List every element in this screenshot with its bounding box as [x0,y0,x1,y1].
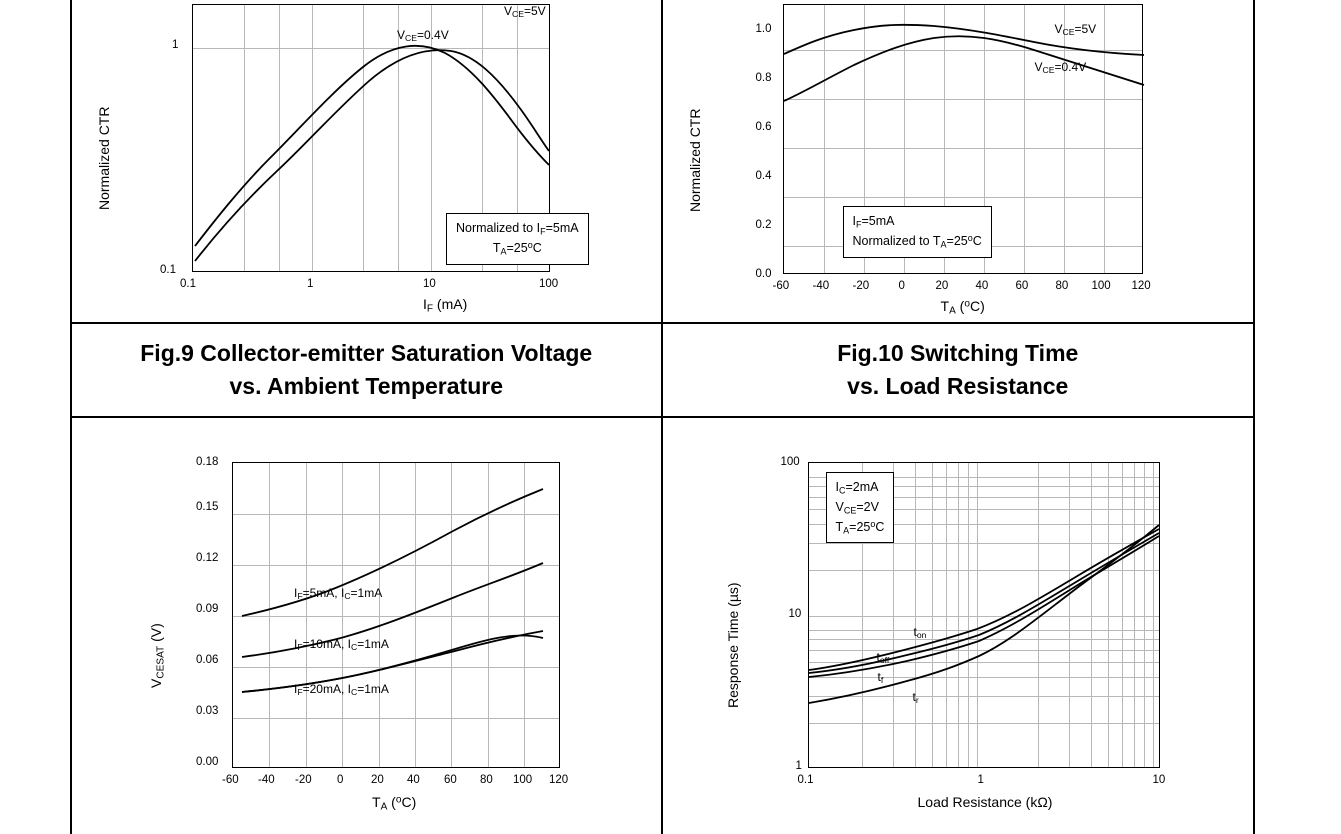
xtick-label: 100 [539,278,559,290]
y-axis-label: Response Time (µs) [724,582,741,708]
y-axis-label: $V_{CESAT}$ (V) [148,623,167,688]
curves [233,463,561,769]
ytick-label: 0.1 [160,264,176,276]
xtick-label: -40 [258,774,275,786]
ytick-label: 10 [788,608,802,620]
x-axis-label: Load Resistance (kΩ) [917,794,1053,810]
ytick-label: 0.18 [196,456,219,468]
charts-row-bottom [72,418,1253,834]
chart-cell-response-vs-rl [663,418,1254,834]
xtick-label: 40 [407,774,420,786]
xtick-label: 120 [1131,280,1151,292]
ytick-label: 0.00 [196,756,219,768]
caption-line-1: Fig.9 Collector-emitter Saturation Voltage [140,339,593,366]
curve-label-vce-5v: $V_{CE}=5V$ [504,4,546,20]
x-axis-label: $T_A$ ($^o$C) [372,794,417,813]
curve-label-vce-5v: $V_{CE}=5V$ [1054,22,1097,38]
xtick-label: 10 [423,278,436,290]
caption-line-2: vs. Load Resistance [847,373,1069,399]
xtick-label: 0.1 [797,774,814,786]
ytick-label: 0.4 [755,170,772,182]
curve-label-toff: $t_{off}$ [876,650,890,666]
xtick-label: 120 [549,774,569,786]
caption-fig9 [72,324,663,416]
curve-label-if-5ma: $I_F=5mA$, $I_C=1mA$ [294,586,383,602]
curve-label-vce-04v: $V_{CE}=0.4V$ [1034,60,1087,76]
caption-fig10 [663,324,1254,416]
ytick-label: 0.15 [196,501,219,513]
chart-ctr-vs-if [72,0,664,322]
xtick-label: 20 [371,774,384,786]
ytick-label: 0.03 [196,705,219,717]
ytick-label: 0.0 [755,268,772,280]
xtick-label: 20 [935,280,949,292]
y-axis-label: Normalized CTR [96,106,112,210]
curve-label-if-10ma: $I_F=10mA$, $I_C=1mA$ [294,637,389,653]
xtick-label: 60 [444,774,457,786]
caption-line-1: Fig.10 Switching Time [837,339,1079,366]
x-axis-label: $I_F$ (mA) [423,296,468,315]
xtick-label: 0 [337,774,344,786]
xtick-label: -60 [222,774,239,786]
curve-label-ton: $t_{on}$ [913,625,927,641]
chart-cell-ctr-vs-ta [663,0,1254,322]
chart-vcesat-vs-ta [72,418,664,834]
xtick-label: 1 [307,278,314,290]
conditions-note: $I_F=5mA$ Normalized to $T_A=25^oC$ [843,206,992,258]
ytick-label: 1 [172,39,179,51]
ytick-label: 100 [780,456,800,468]
ytick-label: 0.12 [196,552,219,564]
ytick-label: 1 [795,760,802,772]
chart-ctr-vs-ta [663,0,1254,322]
ytick-label: 0.6 [755,121,772,133]
ytick-label: 0.2 [755,219,772,231]
ytick-label: 0.09 [196,603,219,615]
xtick-label: 60 [1015,280,1029,292]
xtick-label: -60 [772,280,790,292]
xtick-label: 0.1 [180,278,196,290]
chart-cell-vcesat-vs-ta [72,418,663,834]
curve-label-tf: $t_f$ [877,670,884,686]
chart-cell-ctr-vs-if [72,0,663,322]
y-axis-label: Normalized CTR [686,108,703,212]
xtick-label: -20 [852,280,870,292]
curve-label-tr: $t_r$ [912,690,919,706]
xtick-label: 100 [513,774,533,786]
plot-area [232,462,560,768]
chart-response-vs-rl [663,418,1254,834]
xtick-label: 1 [977,774,984,786]
ytick-label: 1.0 [755,23,772,35]
conditions-note: $I_C=2mA$ $V_{CE}=2V$ $T_A=25^oC$ [826,472,895,543]
captions-row [72,322,1253,418]
ytick-label: 0.06 [196,654,219,666]
conditions-note: Normalized to $I_F=5mA$ $T_A=25^oC$ [446,213,589,265]
charts-row-top [72,0,1253,322]
xtick-label: -40 [812,280,830,292]
caption-line-2: vs. Ambient Temperature [229,373,504,399]
xtick-label: 100 [1091,280,1111,292]
x-axis-label: $T_A$ ($^o$C) [940,298,985,317]
xtick-label: 80 [1055,280,1069,292]
xtick-label: 80 [480,774,493,786]
xtick-label: 0 [898,280,905,292]
xtick-label: 40 [975,280,989,292]
figures-table [70,0,1255,834]
curve-label-if-20ma: $I_F=20mA$, $I_C=1mA$ [294,682,389,698]
ytick-label: 0.8 [755,72,772,84]
curve-label-vce-04v: $V_{CE}=0.4V$ [397,28,449,44]
xtick-label: 10 [1152,774,1166,786]
xtick-label: -20 [295,774,312,786]
